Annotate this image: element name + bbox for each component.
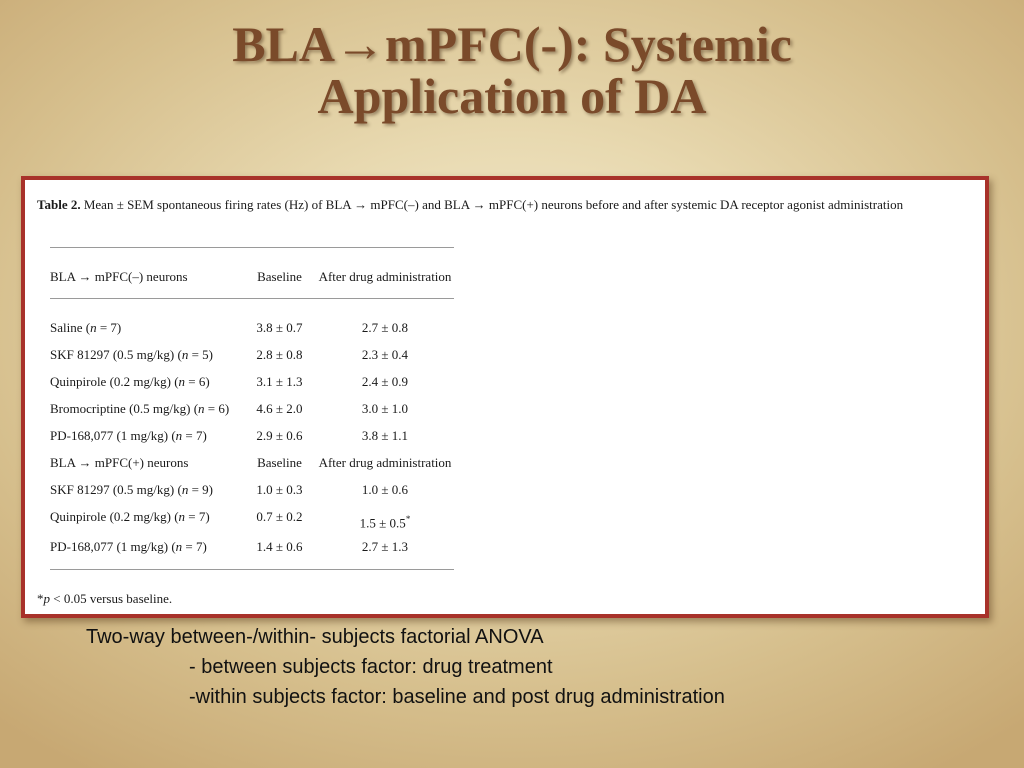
table-row-label: Bromocriptine (0.5 mg/kg) (n = 6) — [50, 401, 230, 416]
table-cell-baseline: 3.1 ± 1.3 — [256, 374, 303, 389]
table-cell-baseline: 4.6 ± 2.0 — [256, 401, 303, 416]
group2-header-baseline: Baseline — [257, 455, 302, 470]
table-cell-baseline: 2.8 ± 0.8 — [256, 347, 303, 362]
significance-marker: * — [405, 514, 411, 524]
table-cell-baseline: 2.9 ± 0.6 — [256, 428, 303, 443]
table-cell-after: 1.0 ± 0.6 — [361, 482, 409, 497]
table-row-label: PD-168,077 (1 mg/kg) (n = 7) — [50, 428, 207, 443]
table-footnote: *p < 0.05 versus baseline. — [37, 591, 173, 606]
notes-line-3: -within subjects factor: baseline and post drug administration — [189, 686, 725, 708]
table-cell-baseline: 3.8 ± 0.7 — [256, 320, 303, 335]
analysis-notes — [86, 622, 725, 712]
table-cell-after: 1.5 ± 0.5* — [359, 514, 411, 531]
group2-header-label: BLA → mPFC(+) neurons — [50, 455, 189, 470]
title-line-2: Application of DA — [317, 68, 707, 124]
table-row-label: Quinpirole (0.2 mg/kg) (n = 7) — [50, 509, 210, 524]
group1-header-label: BLA → mPFC(–) neurons — [50, 269, 188, 284]
table-row-label: PD-168,077 (1 mg/kg) (n = 7) — [50, 539, 207, 554]
table-header-rule — [50, 298, 454, 299]
table-row-label: SKF 81297 (0.5 mg/kg) (n = 5) — [50, 347, 213, 362]
table-cell-after: 2.7 ± 1.3 — [361, 539, 409, 554]
table-top-rule — [50, 247, 454, 248]
table-bottom-rule — [50, 569, 454, 570]
table-caption-label: Table 2. — [37, 197, 81, 212]
table-row-label: Quinpirole (0.2 mg/kg) (n = 6) — [50, 374, 210, 389]
notes-line-1: Two-way between-/within- subjects factorial ANOVA — [86, 626, 544, 648]
group2-header-after: After drug administration — [318, 455, 452, 470]
column-header-after: After drug administration — [318, 269, 452, 284]
column-header-baseline: Baseline — [257, 269, 302, 284]
slide-title — [0, 18, 1024, 122]
table-cell-after: 3.0 ± 1.0 — [361, 401, 409, 416]
table-cell-baseline: 0.7 ± 0.2 — [256, 509, 303, 524]
table-cell-after: 2.7 ± 0.8 — [361, 320, 409, 335]
table-row-label: Saline (n = 7) — [50, 320, 122, 335]
title-line-1: BLA→mPFC(-): Systemic — [232, 16, 792, 72]
table-cell-after: 2.3 ± 0.4 — [361, 347, 409, 362]
table-cell-baseline: 1.4 ± 0.6 — [256, 539, 303, 554]
table-cell-after: 2.4 ± 0.9 — [361, 374, 409, 389]
notes-line-2: - between subjects factor: drug treatment — [189, 656, 553, 678]
table-caption-text: Mean ± SEM spontaneous firing rates (Hz) of BLA → mPFC(–) and BLA → mPFC(+) neurons before and after systemic DA receptor agonist administration — [80, 197, 904, 212]
table-caption — [37, 197, 903, 213]
table-image-frame — [21, 176, 989, 618]
table-row-label: SKF 81297 (0.5 mg/kg) (n = 9) — [50, 482, 213, 497]
table-cell-baseline: 1.0 ± 0.3 — [256, 482, 303, 497]
table-cell-after: 3.8 ± 1.1 — [361, 428, 409, 443]
